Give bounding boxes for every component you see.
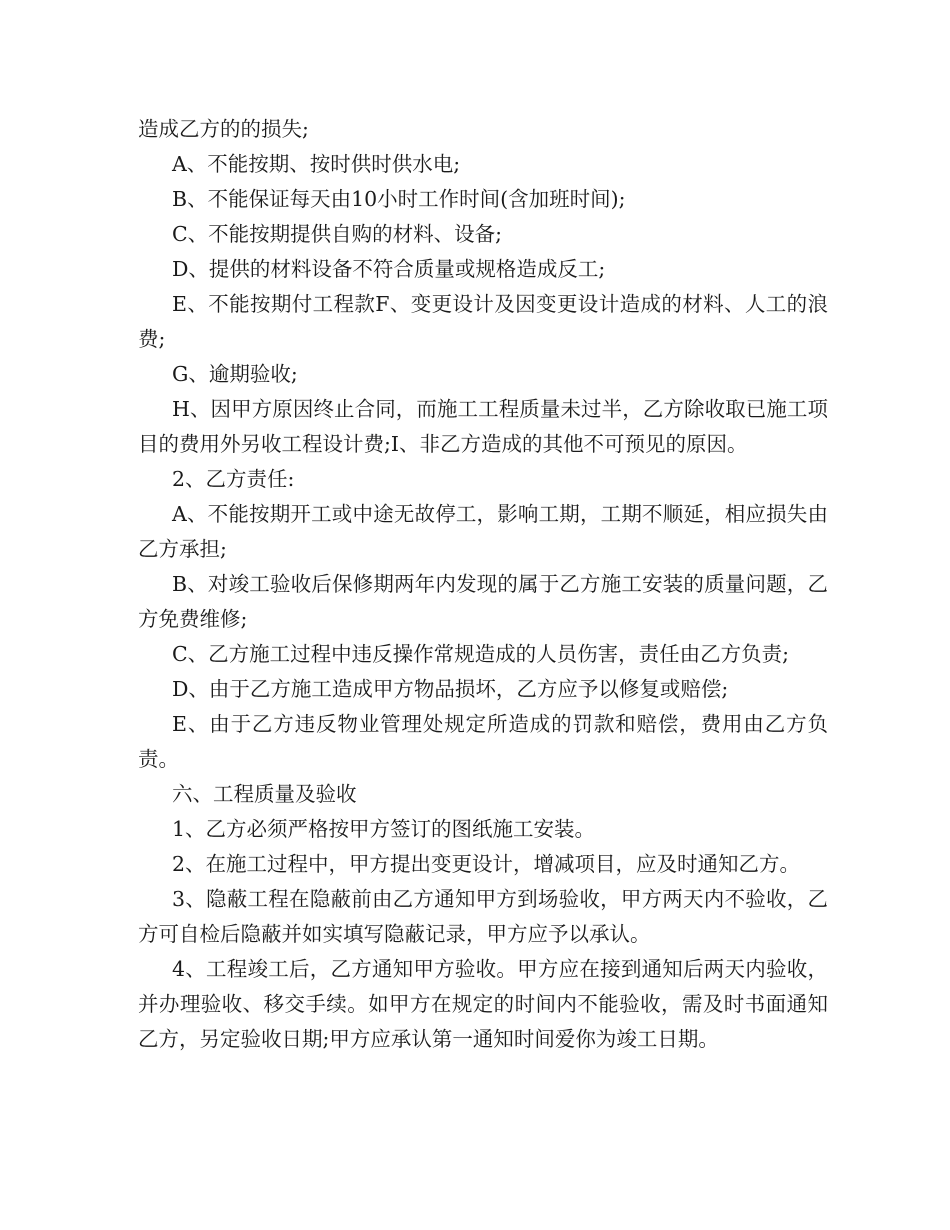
paragraph-quality-3: 3、隐蔽工程在隐蔽前由乙方通知甲方到场验收，甲方两天内不验收，乙方可自检后隐蔽并如实填写隐蔽记录，甲方应予以承认。 <box>138 887 828 946</box>
paragraph-duty-a-delay: A、不能按期开工或中途无故停工，影响工期，工期不顺延，相应损失由乙方承担; <box>138 502 828 561</box>
document-body <box>138 112 828 1057</box>
paragraph-duty-e-fines: E、由于乙方违反物业管理处规定所造成的罚款和赔偿，费用由乙方负责。 <box>138 712 828 771</box>
paragraph-item-b-work-hours: B、不能保证每天由10小时工作时间(含加班时间); <box>172 187 626 211</box>
paragraph-item-e-payment: E、不能按期付工程款F、变更设计及因变更设计造成的材料、人工的浪费; <box>138 292 828 351</box>
paragraph-duty-c-injury: C、乙方施工过程中违反操作常规造成的人员伤害，责任由乙方负责; <box>172 642 790 666</box>
paragraph-item-c-materials: C、不能按期提供自购的材料、设备; <box>172 222 503 246</box>
paragraph-duty-d-damage: D、由于乙方施工造成甲方物品损坏，乙方应予以修复或赔偿; <box>172 677 729 701</box>
paragraph-quality-4: 4、工程竣工后，乙方通知甲方验收。甲方应在接到通知后两天内验收，并办理验收、移交手续。如甲方在规定的时间内不能验收，需及时书面通知乙方，另定验收日期;甲方应承认第一通知时间爱你为竣工日期。 <box>138 957 828 1051</box>
section-heading-quality-acceptance: 六、工程质量及验收 <box>172 782 357 806</box>
paragraph-duty-b-warranty: B、对竣工验收后保修期两年内发现的属于乙方施工安装的质量问题，乙方免费维修; <box>138 572 828 631</box>
paragraph-quality-2: 2、在施工过程中，甲方提出变更设计，增减项目，应及时通知乙方。 <box>172 852 801 876</box>
paragraph-loss-continuation: 造成乙方的的损失; <box>138 117 309 141</box>
paragraph-item-d-quality: D、提供的材料设备不符合质量或规格造成反工; <box>172 257 606 281</box>
section-heading-party-b-duties: 2、乙方责任: <box>172 467 295 491</box>
paragraph-quality-1: 1、乙方必须严格按甲方签订的图纸施工安装。 <box>172 817 596 841</box>
paragraph-item-a-utilities: A、不能按期、按时供时供水电; <box>172 152 461 176</box>
paragraph-item-g-overdue: G、逾期验收; <box>172 362 298 386</box>
paragraph-item-h-termination: H、因甲方原因终止合同，而施工工程质量未过半，乙方除收取已施工项目的费用外另收工程设计费;I、非乙方造成的其他不可预见的原因。 <box>138 397 828 456</box>
